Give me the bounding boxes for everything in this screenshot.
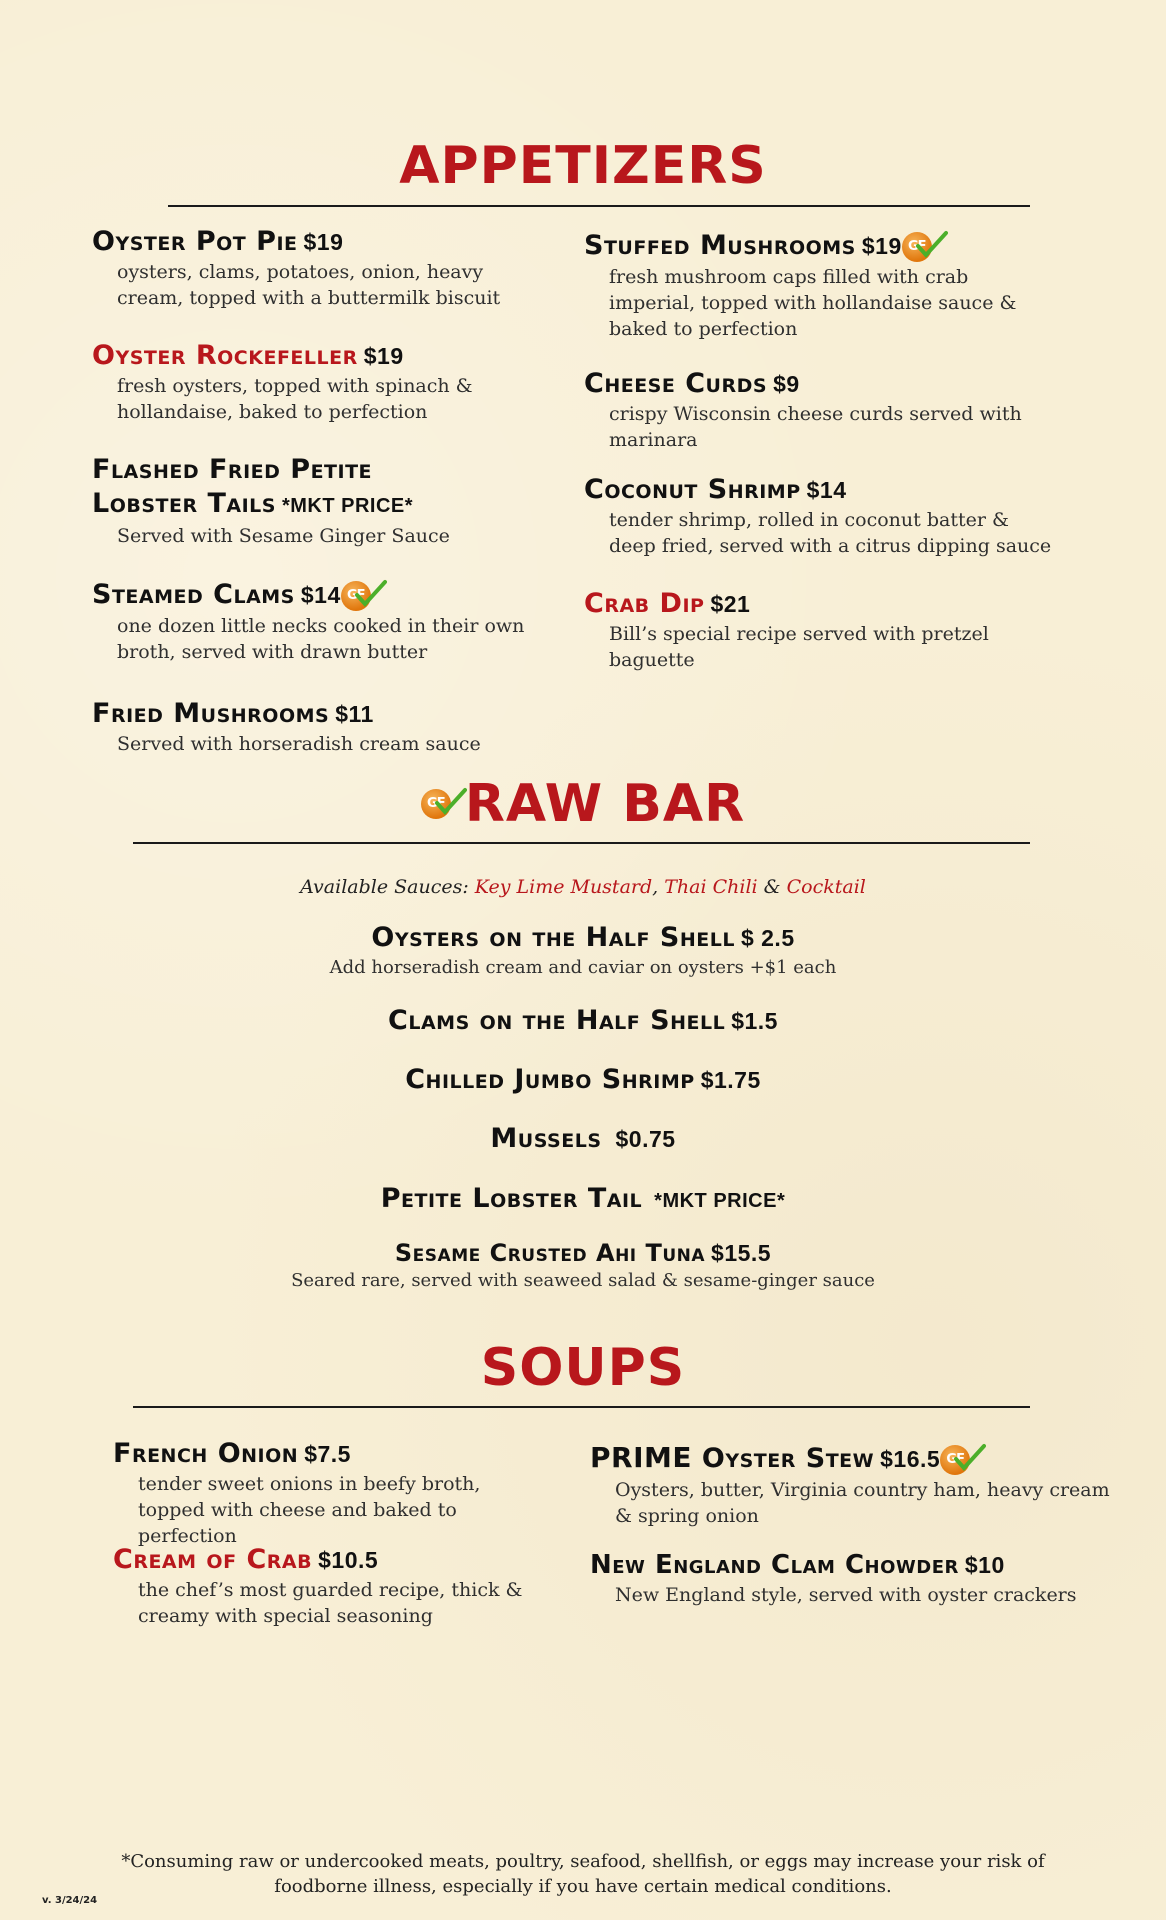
raw-bar-item-oysters bbox=[0, 920, 1166, 980]
item-price: $ 2.5 bbox=[740, 925, 795, 951]
sauce-cocktail: Cocktail bbox=[786, 876, 866, 898]
item-name-line1: Flashed Fried Petite bbox=[92, 454, 373, 485]
item-description: Served with Sesame Ginger Sauce bbox=[117, 525, 450, 547]
item-price: $16.5 bbox=[880, 1446, 941, 1472]
menu-item-fried-mushrooms bbox=[92, 697, 532, 757]
item-description: oysters, clams, potatoes, onion, heavy cream, topped with a buttermilk biscuit bbox=[117, 261, 501, 309]
sauce-separator: & bbox=[763, 876, 781, 898]
item-name: Fried Mushrooms bbox=[92, 698, 330, 729]
menu-item-oyster-rockefeller bbox=[92, 339, 532, 425]
food-safety-disclaimer: *Consuming raw or undercooked meats, poultry, seafood, shellfish, or eggs may increase your risk of foodborne illness, especially if you have certain medical conditions. bbox=[121, 1851, 1045, 1897]
item-name: Stuffed Mushrooms bbox=[584, 230, 856, 261]
item-price: $15.5 bbox=[711, 1240, 772, 1266]
sauce-key-lime-mustard: Key Lime Mustard bbox=[474, 876, 653, 898]
gluten-free-check-icon: GF bbox=[902, 230, 946, 264]
item-price: *MKT PRICE* bbox=[654, 1190, 786, 1212]
sauce-thai-chili: Thai Chili bbox=[664, 876, 758, 898]
item-name: Oyster Rockefeller bbox=[92, 340, 358, 371]
raw-bar-title: RAW BAR bbox=[464, 774, 746, 834]
item-name: Petite Lobster Tail bbox=[380, 1183, 643, 1214]
menu-item-lobster-tails bbox=[92, 453, 532, 549]
item-description: Bill’s special recipe served with pretzel baguette bbox=[609, 623, 989, 671]
menu-item-french-onion bbox=[113, 1437, 553, 1549]
item-name: Clams on the Half Shell bbox=[388, 1005, 726, 1036]
menu-item-cream-of-crab bbox=[113, 1543, 553, 1629]
item-description: one dozen little necks cooked in their own broth, served with drawn butter bbox=[117, 614, 525, 663]
item-name: Cheese Curds bbox=[584, 368, 768, 399]
item-price: $14 bbox=[806, 477, 847, 503]
raw-bar-item-clams bbox=[0, 1003, 1166, 1039]
version-label: v. 3/24/24 bbox=[42, 1895, 98, 1906]
item-description: crispy Wisconsin cheese curds served with marinara bbox=[609, 403, 1022, 451]
item-description: Seared rare, served with seaweed salad & sesame-ginger sauce bbox=[291, 1270, 875, 1291]
gluten-free-check-icon: GF bbox=[940, 1443, 984, 1477]
item-description: Served with horseradish cream sauce bbox=[117, 733, 481, 755]
item-price: *MKT PRICE* bbox=[281, 495, 414, 517]
item-name: Sesame Crusted Ahi Tuna bbox=[394, 1239, 706, 1267]
item-price: $19 bbox=[363, 343, 404, 369]
appetizers-divider bbox=[168, 205, 1030, 207]
item-price: $14 bbox=[300, 582, 341, 608]
soups-title: SOUPS bbox=[480, 1338, 686, 1398]
menu-item-prime-oyster-stew bbox=[590, 1441, 1110, 1529]
item-description: fresh oysters, topped with spinach & hollandaise, baked to perfection bbox=[117, 375, 473, 423]
raw-bar-item-shrimp bbox=[0, 1062, 1166, 1098]
item-price: $1.75 bbox=[700, 1067, 761, 1093]
item-description: tender shrimp, rolled in coconut batter & deep fried, served with a citrus dipping sauce bbox=[609, 509, 1052, 557]
raw-bar-item-mussels bbox=[0, 1121, 1166, 1157]
item-name-line2: Lobster Tails bbox=[92, 488, 276, 519]
item-description: fresh mushroom caps filled with crab imperial, topped with hollandaise sauce & baked to perfection bbox=[609, 265, 1017, 340]
appetizers-title: APPETIZERS bbox=[399, 136, 767, 196]
menu-item-crab-dip bbox=[584, 587, 1054, 673]
menu-item-clam-chowder bbox=[590, 1548, 1130, 1608]
item-name: Oyster Stew bbox=[701, 1443, 875, 1474]
sauce-separator: , bbox=[652, 876, 659, 898]
menu-item-stuffed-mushrooms bbox=[584, 229, 1054, 342]
sauces-label: Available Sauces: bbox=[300, 876, 469, 898]
item-name: Cream of Crab bbox=[113, 1544, 313, 1575]
menu-item-cheese-curds bbox=[584, 367, 1054, 453]
item-name: Chilled Jumbo Shrimp bbox=[405, 1064, 695, 1095]
gluten-free-check-icon: GF bbox=[421, 787, 465, 821]
item-price: $9 bbox=[773, 371, 800, 397]
item-description: Add horseradish cream and caviar on oysters +$1 each bbox=[329, 957, 837, 978]
item-price: $19 bbox=[303, 229, 344, 255]
item-price: $0.75 bbox=[615, 1126, 676, 1152]
item-name: French Onion bbox=[113, 1438, 299, 1469]
item-name: Mussels bbox=[490, 1123, 602, 1154]
item-price: $21 bbox=[710, 591, 751, 617]
item-name: New England Clam Chowder bbox=[590, 1550, 959, 1580]
item-name: Oysters on the Half Shell bbox=[371, 922, 735, 953]
item-name: Steamed Clams bbox=[92, 579, 295, 610]
soups-divider bbox=[133, 1406, 1030, 1408]
raw-bar-item-lobster-tail bbox=[0, 1181, 1166, 1219]
raw-bar-header bbox=[0, 774, 1166, 834]
item-name: Oyster Pot Pie bbox=[92, 226, 298, 257]
item-name: Crab Dip bbox=[584, 588, 705, 619]
item-price: $10.5 bbox=[318, 1547, 379, 1573]
menu-item-oyster-pot-pie bbox=[92, 225, 532, 311]
menu-item-steamed-clams bbox=[92, 578, 532, 665]
item-price: $7.5 bbox=[304, 1441, 351, 1467]
item-description: New England style, served with oyster crackers bbox=[615, 1584, 1077, 1606]
item-name-prefix: PRIME bbox=[590, 1441, 692, 1474]
item-price: $10 bbox=[964, 1552, 1005, 1578]
raw-bar-divider bbox=[133, 842, 1030, 844]
item-name: Coconut Shrimp bbox=[584, 474, 801, 505]
raw-bar-item-ahi-tuna bbox=[0, 1237, 1166, 1293]
available-sauces bbox=[0, 876, 1166, 898]
item-description: Oysters, butter, Virginia country ham, heavy cream & spring onion bbox=[615, 1478, 1110, 1527]
menu-item-coconut-shrimp bbox=[584, 473, 1054, 559]
item-description: tender sweet onions in beefy broth, topped with cheese and baked to perfection bbox=[138, 1473, 481, 1547]
gluten-free-check-icon: GF bbox=[341, 579, 385, 613]
item-description: the chef’s most guarded recipe, thick & creamy with special seasoning bbox=[138, 1579, 523, 1627]
item-price: $19 bbox=[861, 233, 902, 259]
item-price: $1.5 bbox=[731, 1008, 778, 1034]
item-price: $11 bbox=[335, 701, 374, 727]
